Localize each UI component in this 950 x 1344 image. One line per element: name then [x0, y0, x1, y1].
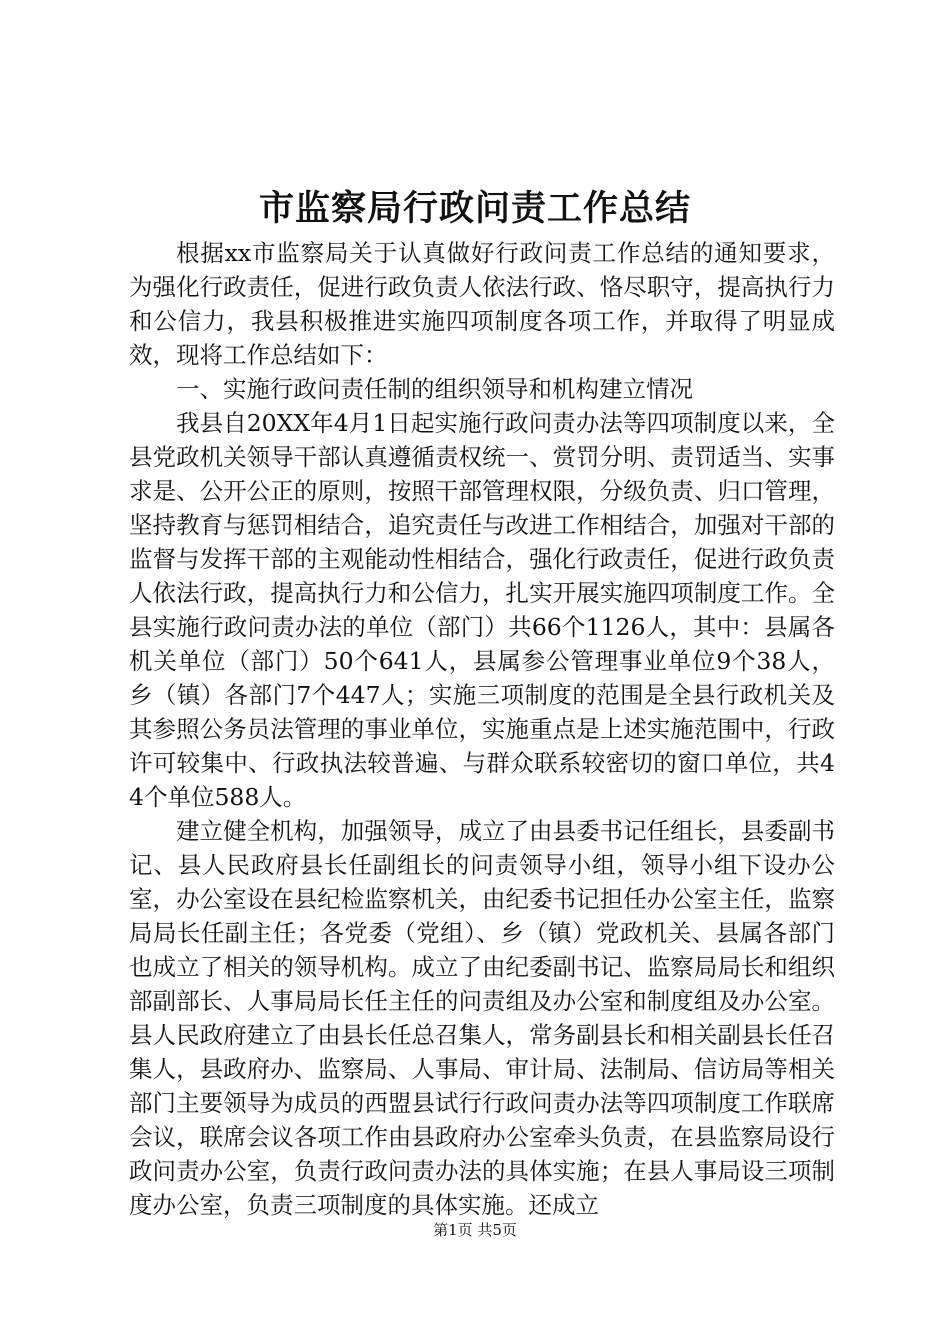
- paragraph-implementation: 我县自20XX年4月1日起实施行政问责办法等四项制度以来，全县党政机关领导干部认真遵循责权统一、赏罚分明、责罚适当、实事求是、公开公正的原则，按照干部管理权限，分级负责、归口管理，坚持教育与惩罚相结合，追究责任与改进工作相结合，加强对干部的监督与发挥干部的主观能动性相结合，强化行政责任，促进行政负责人依法行政，提高执行力和公信力，扎实开展实施四项制度工作。全县实施行政问责办法的单位（部门）共66个1126人，其中：县属各机关单位（部门）50个641人，县属参公管理事业单位9个38人，乡（镇）各部门7个447人；实施三项制度的范围是全县行政机关及其参照公务员法管理的事业单位，实施重点是上述实施范围中，行政许可较集中、行政执法较普遍、与群众联系较密切的窗口单位，共44个单位588人。: [129, 409, 835, 811]
- document-body: [129, 236, 835, 1222]
- page-footer: 第1页 共5页: [433, 1221, 517, 1239]
- paragraph-organization: 建立健全机构，加强领导，成立了由县委书记任组长，县委副书记、县人民政府县长任副组长的问责领导小组，领导小组下设办公室，办公室设在县纪检监察机关，由纪委书记担任办公室主任，监察局局长任副主任；各党委（党组）、乡（镇）党政机关、县属各部门也成立了相关的领导机构。成立了由纪委副书记、监察局局长和组织部副部长、人事局局长任主任的问责组及办公室和制度组及办公室。县人民政府建立了由县长任总召集人，常务副县长和相关副县长任召集人，县政府办、监察局、人事局、审计局、法制局、信访局等相关部门主要领导为成员的西盟县试行行政问责办法等四项制度工作联席会议，联席会议各项工作由县政府办公室牵头负责，在县监察局设行政问责办公室，负责行政问责办法的具体实施；在县人事局设三项制度办公室，负责三项制度的具体实施。还成立: [129, 817, 835, 1219]
- paragraph-intro: 根据xx市监察局关于认真做好行政问责工作总结的通知要求，为强化行政责任，促进行政负责人依法行政、恪尽职守，提高执行力和公信力，我县积极推进实施四项制度各项工作，并取得了明显成效，现将工作总结如下：: [129, 239, 835, 369]
- document-title: 市监察局行政问责工作总结: [258, 188, 691, 229]
- section-heading: 一、实施行政问责任制的组织领导和机构建立情况: [176, 375, 693, 403]
